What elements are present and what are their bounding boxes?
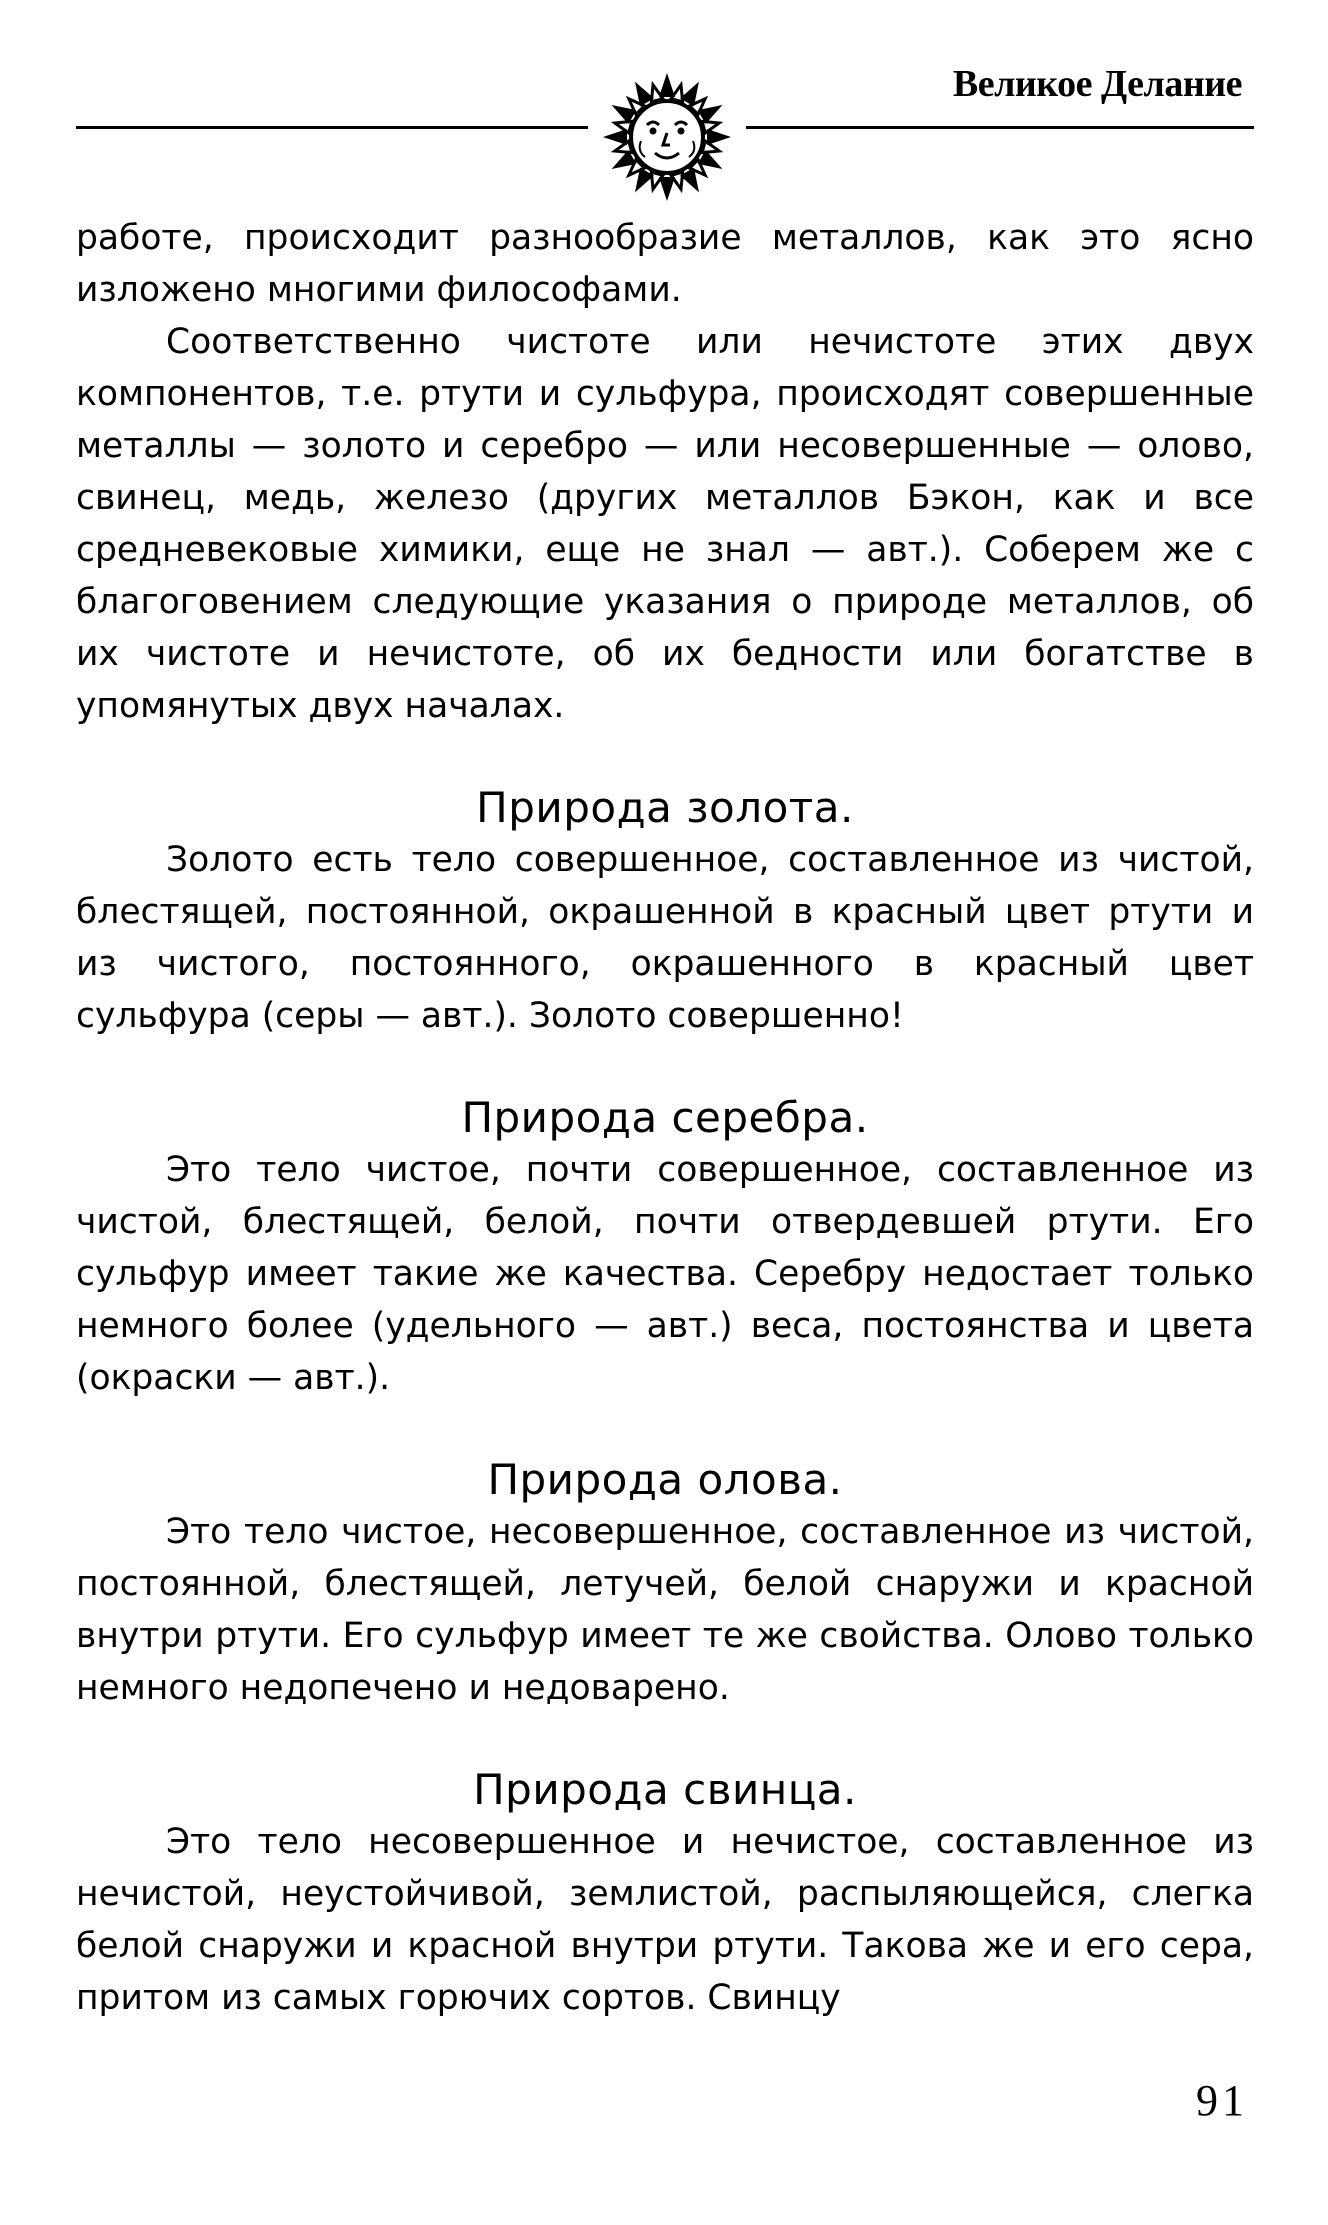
- section-heading-gold: Природа золота.: [476, 783, 854, 832]
- section-text-tin: Это тело чистое, несовершенное, составленное из чистой, постоянной, блестящей, летучей, белой снаружи и красной внутри ртути. Его сульфур имеет те же свойства. Олово только немного недопечено и недоварено.: [76, 1512, 1254, 1708]
- section-heading-lead: Природа свинца.: [473, 1765, 857, 1814]
- section-text-gold: Золото есть тело совершенное, составленное из чистой, блестящей, постоянной, окрашенной в красный цвет ртути и из чистого, постоянного, окрашенного в красный цвет сульфура (серы — авт.). Золото совершенно!: [76, 840, 1254, 1036]
- paragraph-continued: работе, происходит разнообразие металлов, как это ясно изложено многими философами.: [76, 218, 1254, 310]
- sun-face-icon: [600, 70, 734, 204]
- section-text-lead: Это тело несовершенное и нечистое, составленное из нечистой, неустойчивой, землистой, распыляющейся, слегка белой снаружи и красной внутри ртути. Такова же и его сера, притом из самых горючих сортов. Свинцу: [76, 1822, 1254, 2018]
- page-body-text: [76, 212, 1254, 2024]
- section-heading-tin: Природа олова.: [487, 1455, 843, 1504]
- section-heading-silver: Природа серебра.: [461, 1093, 869, 1142]
- paragraph-components: Соответственно чистоте или нечистоте этих двух компонентов, т.е. ртути и сульфура, происходят совершенные металлы — золото и серебро — или несовершенные — олово, свинец, медь, железо (других металлов Бэкон, как и все средневековые химики, еще не знал — авт.). Соберем же с благоговением следующие указания о природе металлов, об их чистоте и нечистоте, об их бедности или богатстве в упомянутых двух началах.: [76, 322, 1254, 726]
- header-rule-right: [746, 126, 1254, 129]
- section-text-silver: Это тело чистое, почти совершенное, составленное из чистой, блестящей, белой, почти отвердевшей ртути. Его сульфур имеет такие же качества. Серебру недостает только немного более (удельного — авт.) веса, постоянства и цвета (окраски — авт.).: [76, 1150, 1254, 1398]
- header-rule-left: [76, 126, 588, 129]
- running-header-title: Великое Делание: [952, 63, 1242, 105]
- page-number: 91: [1196, 2076, 1248, 2125]
